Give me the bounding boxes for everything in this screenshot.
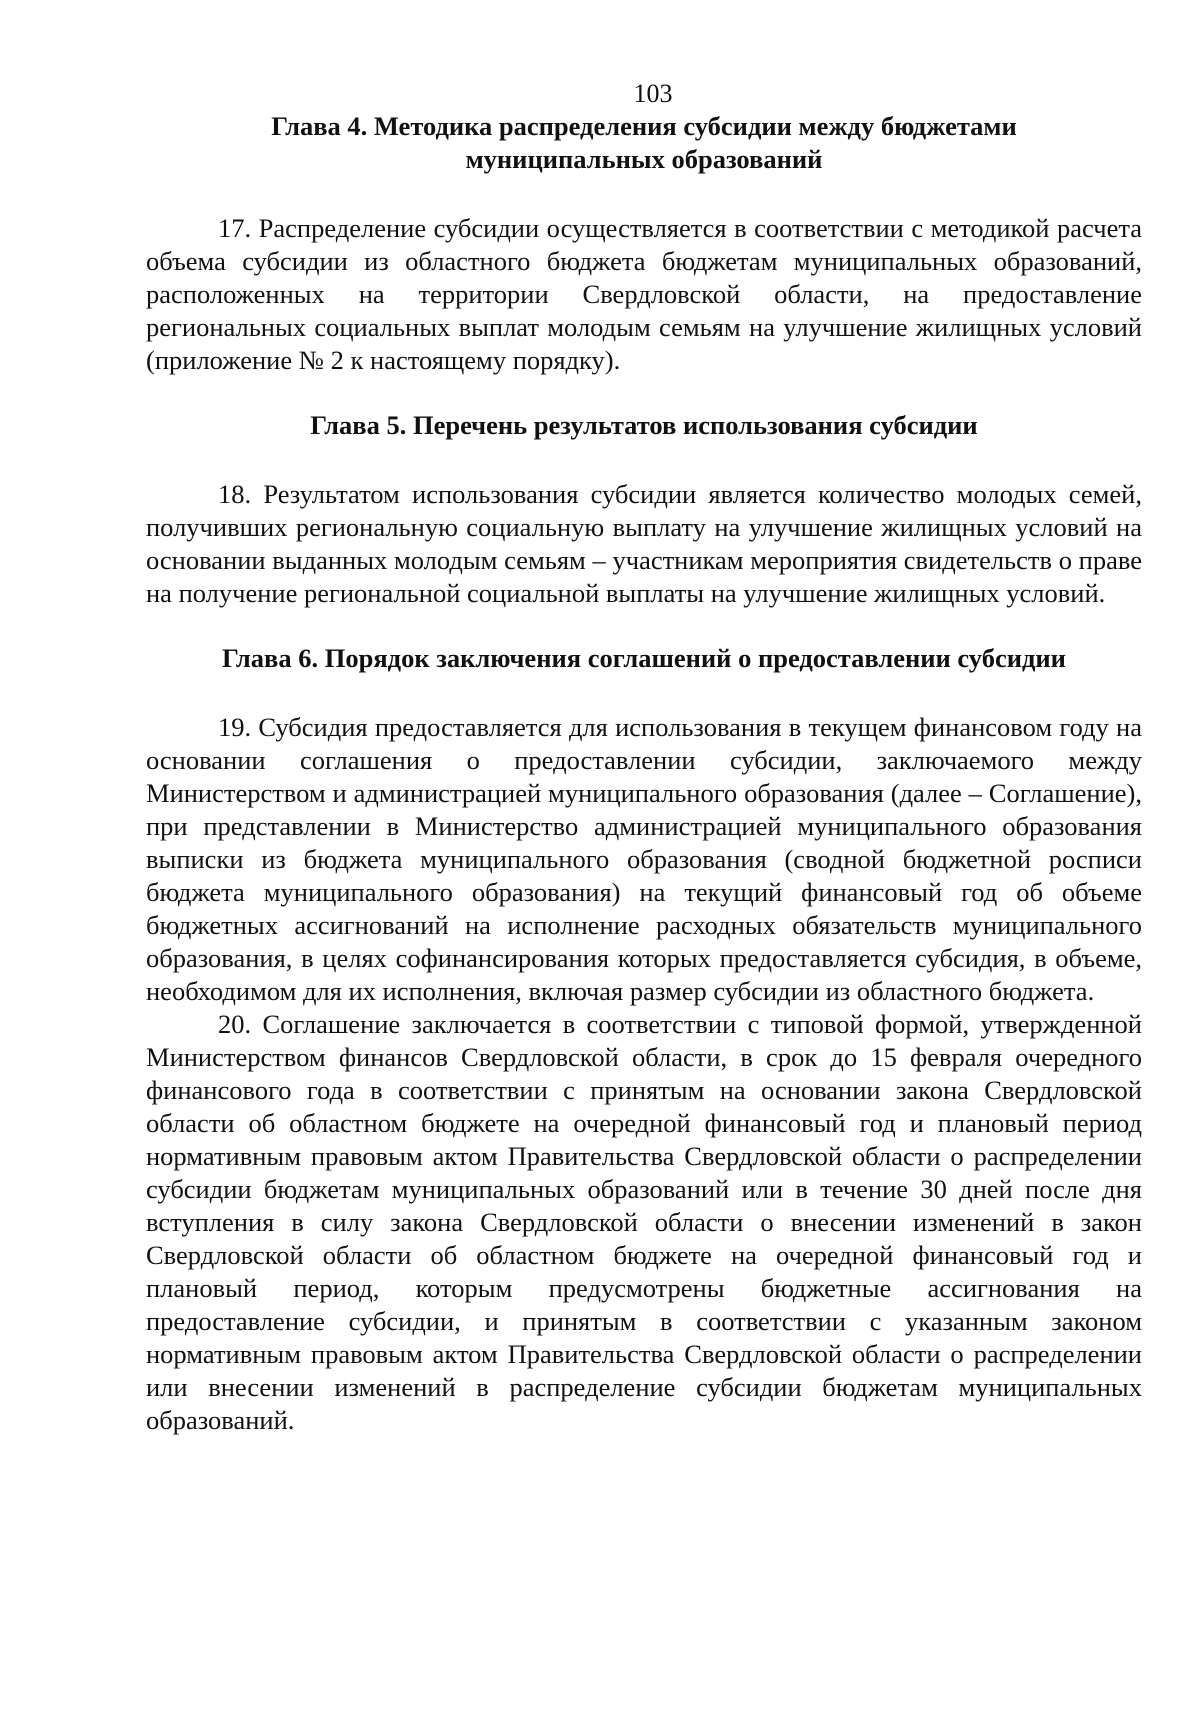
chapter-6-title: Глава 6. Порядок заключения соглашений о предоставлении субсидии xyxy=(222,643,1066,673)
chapter-4-title-line-1: Глава 4. Методика распределения субсидии между бюджетами xyxy=(271,111,1017,141)
paragraph-18: 18. Результатом использования субсидии является количество молодых семей, получивших региональную социальную выплату на улучшение жилищных условий на основании выданных молодым семьям – участникам мероприятия свидетельств о праве на получение региональной социальной выплаты на улучшение жилищных условий. xyxy=(146,479,1142,608)
paragraph-19: 19. Субсидия предоставляется для использования в текущем финансовом году на основании соглашения о предоставлении субсидии, заключаемого между Министерством и администрацией муниципального образования (далее – Соглашение), при представлении в Министерство администрацией муниципального образования выписки из бюджета муниципального образования (сводной бюджетной росписи бюджета муниципального образования) на текущий финансовый год об объеме бюджетных ассигнований на исполнение расходных обязательств муниципального образования, в целях софинансирования которых предоставляется субсидия, в объеме, необходимом для их исполнения, включая размер субсидии из областного бюджета. xyxy=(146,712,1142,1006)
page-number: 103 xyxy=(633,79,673,108)
document-page xyxy=(146,78,1142,1437)
chapter-4-title-line-2: муниципальных образований xyxy=(465,144,823,174)
chapter-5-title: Глава 5. Перечень результатов использования субсидии xyxy=(310,410,978,440)
paragraph-17: 17. Распределение субсидии осуществляется в соответствии с методикой расчета объема субсидии из областного бюджета бюджетам муниципальных образований, расположенных на территории Свердловской области, на предоставление региональных социальных выплат молодым семьям на улучшение жилищных условий (приложение № 2 к настоящему порядку). xyxy=(146,213,1142,375)
paragraph-20: 20. Соглашение заключается в соответствии с типовой формой, утвержденной Министерством финансов Свердловской области, в срок до 15 февраля очередного финансового года в соответствии с принятым на основании закона Свердловской области об областном бюджете на очередной финансовый год и плановый период нормативным правовым актом Правительства Свердловской области о распределении субсидии бюджетам муниципальных образований или в течение 30 дней после дня вступления в силу закона Свердловской области о внесении изменений в закон Свердловской области об областном бюджете на очередной финансовый год и плановый период, которым предусмотрены бюджетные ассигнования на предоставление субсидии, и принятым в соответствии с указанным законом нормативным правовым актом Правительства Свердловской области о распределении или внесении изменений в распределение субсидии бюджетам муниципальных образований. xyxy=(146,1009,1142,1435)
